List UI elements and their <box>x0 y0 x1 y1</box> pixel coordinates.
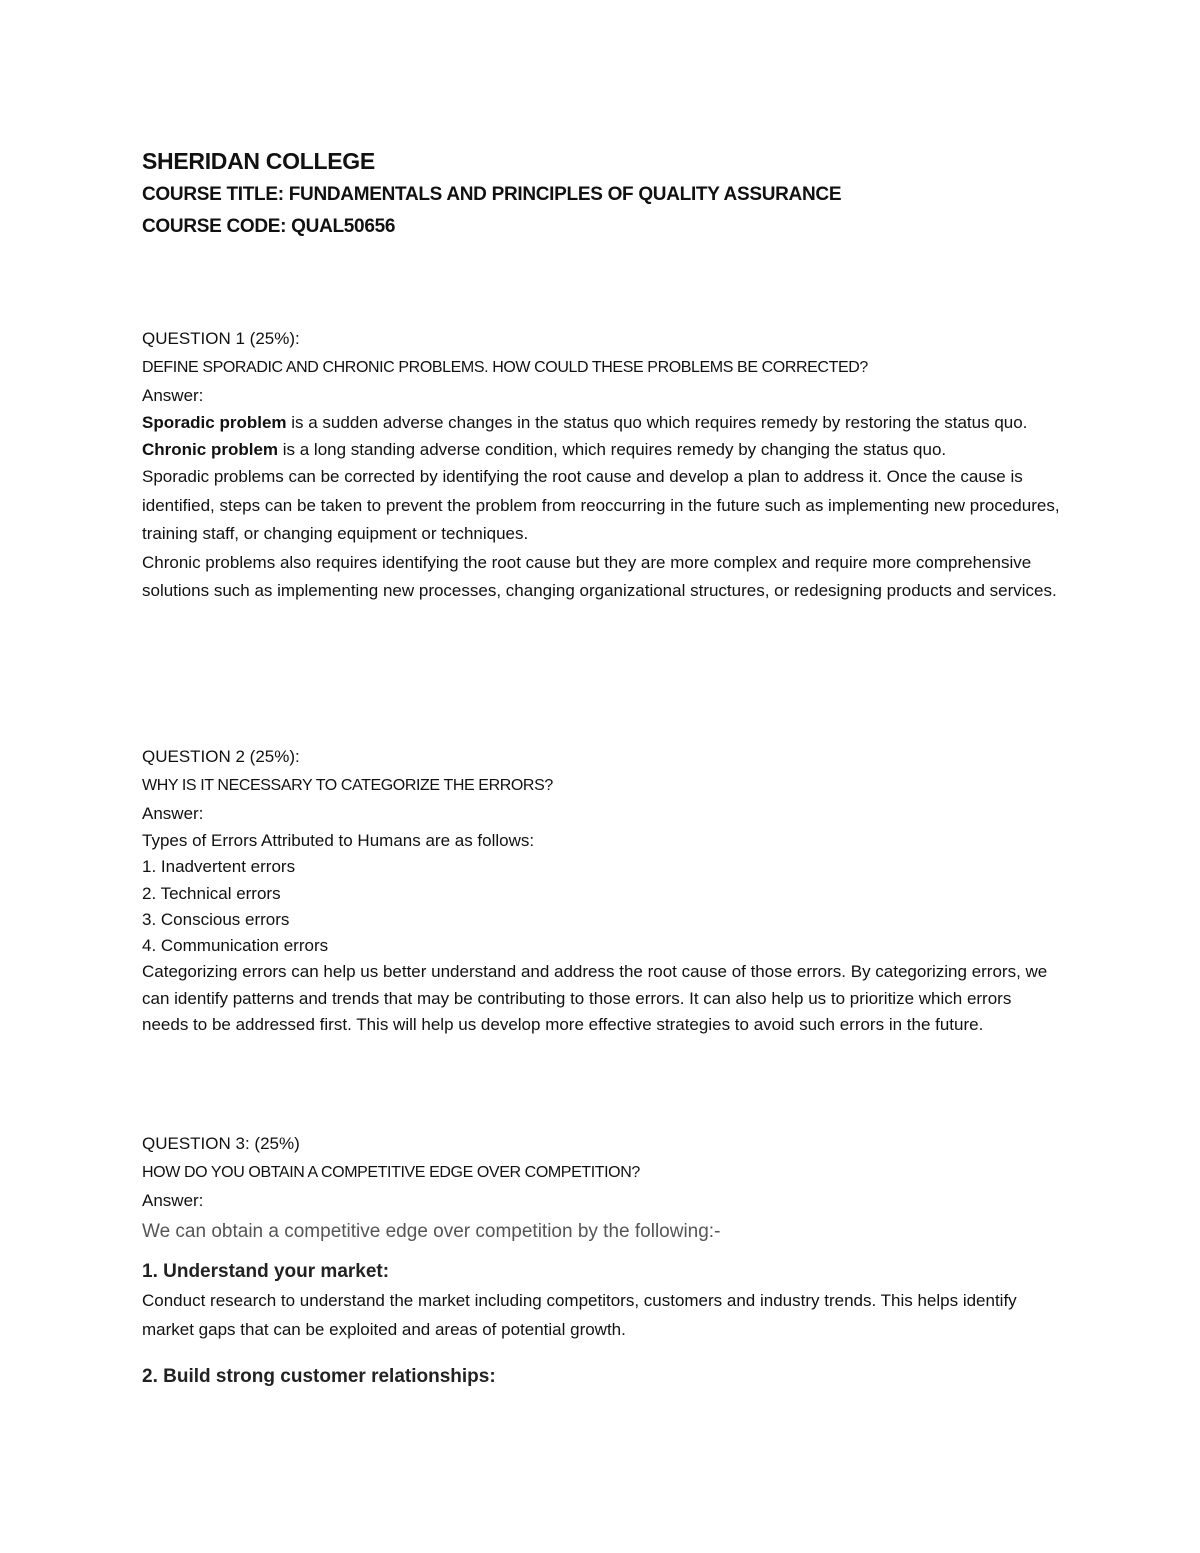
question-1-section <box>142 325 1062 606</box>
question-2-section <box>142 743 1062 1038</box>
list-item: 2. Technical errors <box>142 883 281 903</box>
point-1-heading: 1. Understand your market: <box>142 1261 390 1282</box>
question-2-text: WHY IS IT NECESSARY TO CATEGORIZE THE ERRORS? <box>142 776 553 794</box>
chronic-definition <box>142 437 1062 464</box>
chronic-term: Chronic problem <box>142 439 279 459</box>
point-2-heading: 2. Build strong customer relationships: <box>142 1366 496 1387</box>
sporadic-definition-text: is a sudden adverse changes in the status quo which requires remedy by restoring the status quo. <box>286 413 1028 432</box>
course-title: COURSE TITLE: FUNDAMENTALS AND PRINCIPLES OF QUALITY ASSURANCE <box>142 184 842 205</box>
error-types-intro: Types of Errors Attributed to Humans are as follows: <box>142 831 535 850</box>
question-1-text: DEFINE SPORADIC AND CHRONIC PROBLEMS. HOW COULD THESE PROBLEMS BE CORRECTED? <box>142 358 868 376</box>
college-name: SHERIDAN COLLEGE <box>142 148 375 174</box>
chronic-correction-paragraph: Chronic problems also requires identifying the root cause but they are more complex and require more comprehensive solutions such as implementing new processes, changing organizational structures, or redesigning products and services. <box>142 552 1057 600</box>
question-2-heading: QUESTION 2 (25%): <box>142 747 300 766</box>
question-3-text: HOW DO YOU OBTAIN A COMPETITIVE EDGE OVER COMPETITION? <box>142 1163 640 1181</box>
list-item: 4. Communication errors <box>142 936 329 956</box>
list-item: 1. Inadvertent errors <box>142 857 296 877</box>
categorizing-errors-paragraph: Categorizing errors can help us better understand and address the root cause of those errors. By categorizing errors, we can identify patterns and trends that may be contributing to those errors. It can also help us to prioritize which errors needs to be addressed first. This will help us develop more effective strategies to avoid such errors in the future. <box>142 962 1048 1035</box>
question-1-heading: QUESTION 1 (25%): <box>142 329 300 348</box>
list-item: 3. Conscious errors <box>142 909 290 929</box>
question-2-answer-label: Answer: <box>142 804 204 823</box>
competitive-edge-intro: We can obtain a competitive edge over competition by the following:- <box>142 1221 721 1242</box>
question-3-answer-label: Answer: <box>142 1191 204 1210</box>
question-3-heading: QUESTION 3: (25%) <box>142 1134 300 1153</box>
sporadic-definition <box>142 410 1062 437</box>
point-1-text: Conduct research to understand the market including competitors, customers and industry trends. This helps identify market gaps that can be exploited and areas of potential growth. <box>142 1291 1017 1339</box>
document-header <box>142 146 1102 243</box>
question-1-answer-label: Answer: <box>142 386 204 405</box>
course-code: COURSE CODE: QUAL50656 <box>142 216 396 237</box>
sporadic-correction-paragraph: Sporadic problems can be corrected by identifying the root cause and develop a plan to address it. Once the cause is identified, steps can be taken to prevent the problem from reoccurring in the future such as implementing new procedures, training staff, or changing equipment or techniques. <box>142 467 1060 543</box>
sporadic-term: Sporadic problem <box>142 413 287 432</box>
question-3-section <box>142 1130 1062 1392</box>
chronic-definition-text: is a long standing adverse condition, which requires remedy by changing the status quo. <box>278 439 947 459</box>
